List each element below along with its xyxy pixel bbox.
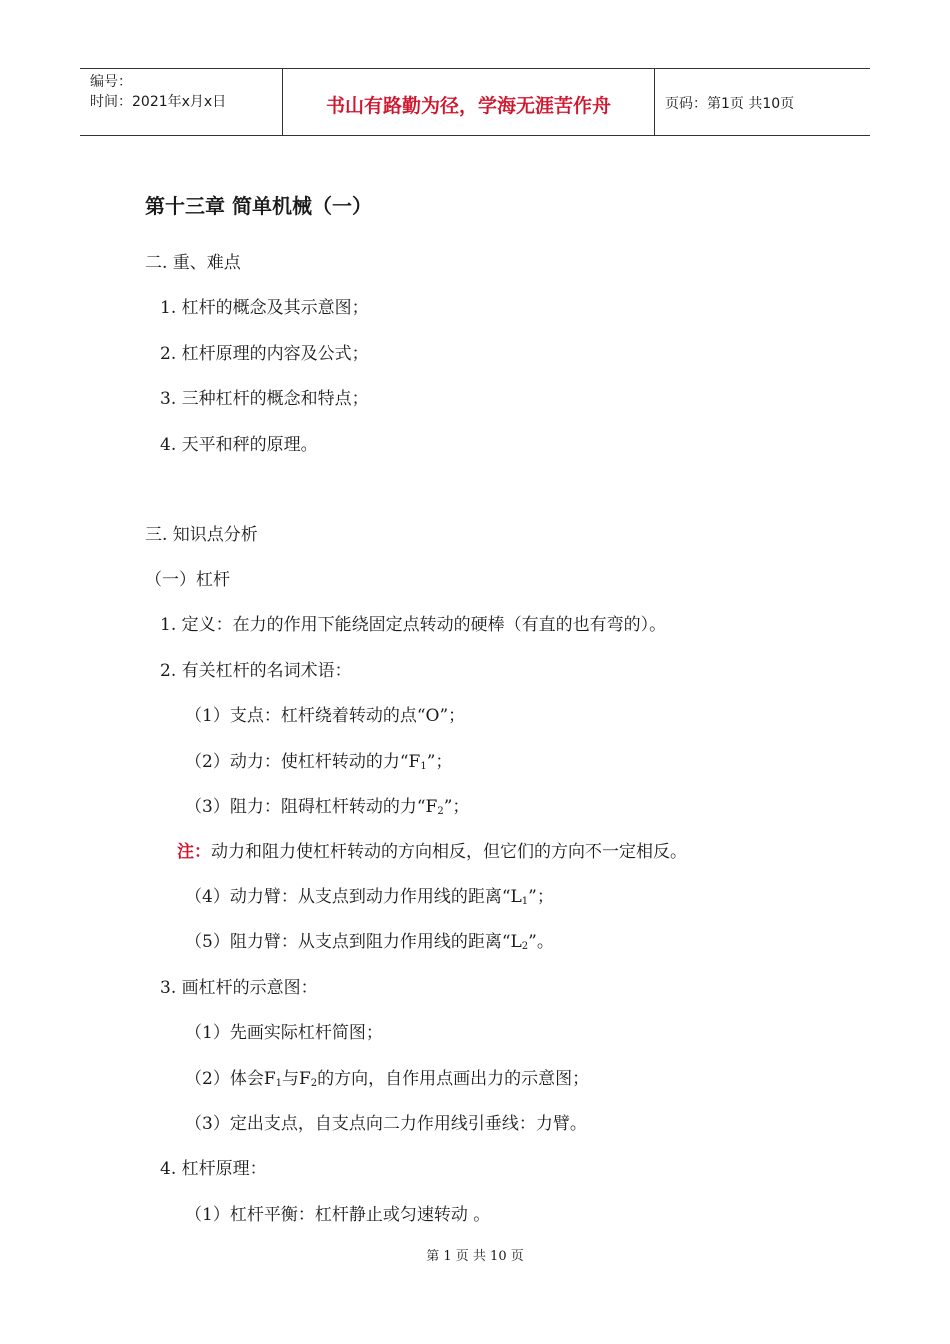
number-label: 编号：: [90, 74, 132, 90]
subscript: 1: [420, 761, 427, 772]
term-resistance-end: ”；: [443, 797, 470, 817]
terms-heading: 2. 有关杠杆的名词术语：: [160, 661, 352, 681]
draw-step-1: （1）先画实际杠杆简图；: [185, 1023, 383, 1043]
header-meta: [80, 69, 282, 135]
term-effort-end: ”；: [426, 752, 453, 772]
draw-step-2-a: （2）体会F: [185, 1069, 276, 1089]
page-footer: 第 1 页 共 10 页: [426, 1249, 524, 1264]
draw-step-2: [185, 1067, 589, 1096]
principle-heading: 4. 杠杆原理：: [160, 1159, 267, 1179]
chapter-title: 第十三章 简单机械（一）: [145, 194, 372, 218]
list-item: 1. 杠杆的概念及其示意图；: [160, 298, 369, 318]
principle-1: （1）杠杆平衡：杠杆静止或匀速转动 。: [185, 1205, 491, 1225]
term-resistance-arm-end: ”。: [528, 932, 554, 952]
time-label: 时间：2021年x月x日: [90, 94, 227, 110]
header-motto: 书山有路勤为径，学海无涯苦作舟: [282, 69, 655, 135]
term-effort-arm: [185, 885, 554, 914]
term-resistance-arm-text: （5）阻力臂：从支点到阻力作用线的距离“L: [185, 932, 522, 952]
section3-heading: 三. 知识点分析: [145, 525, 258, 545]
draw-heading: 3. 画杠杆的示意图：: [160, 978, 318, 998]
note-text: 动力和阻力使杠杆转动的方向相反，但它们的方向不一定相反。: [211, 842, 687, 862]
subscript: 2: [521, 941, 529, 952]
subscript: 2: [310, 1078, 318, 1089]
subscript: 1: [275, 1078, 282, 1089]
subsection-heading: （一）杠杆: [145, 570, 230, 590]
draw-step-3: （3）定出支点，自支点向二力作用线引垂线：力臂。: [185, 1114, 587, 1134]
term-resistance-text: （3）阻力：阻碍杠杆转动的力“F: [185, 797, 438, 817]
term-effort-text: （2）动力：使杠杆转动的力“F: [185, 752, 421, 772]
list-item: 2. 杠杆原理的内容及公式；: [160, 344, 369, 364]
definition: 1. 定义：在力的作用下能绕固定点转动的硬棒（有直的也有弯的）。: [160, 615, 667, 635]
header-page-info: 页码：第1页 共10页: [665, 96, 795, 112]
list-item: 4. 天平和秤的原理。: [160, 435, 318, 455]
document-header: [80, 68, 870, 136]
term-effort: [185, 750, 452, 779]
term-fulcrum: （1）支点：杠杆绕着转动的点“O”；: [185, 706, 466, 726]
section2-heading: 二. 重、难点: [145, 253, 241, 273]
term-effort-arm-end: ”；: [528, 887, 554, 907]
note-label: 注：: [177, 842, 211, 862]
draw-step-2-c: 的方向，自作用点画出力的示意图；: [317, 1069, 590, 1089]
term-effort-arm-text: （4）动力臂：从支点到动力作用线的距离“L: [185, 887, 522, 907]
draw-step-2-b: 与F: [282, 1069, 311, 1089]
list-item: 3. 三种杠杆的概念和特点；: [160, 389, 369, 409]
term-resistance: [185, 795, 469, 824]
subscript: 2: [437, 806, 444, 817]
note: [177, 840, 687, 864]
subscript: 1: [521, 896, 529, 907]
term-resistance-arm: [185, 930, 554, 959]
